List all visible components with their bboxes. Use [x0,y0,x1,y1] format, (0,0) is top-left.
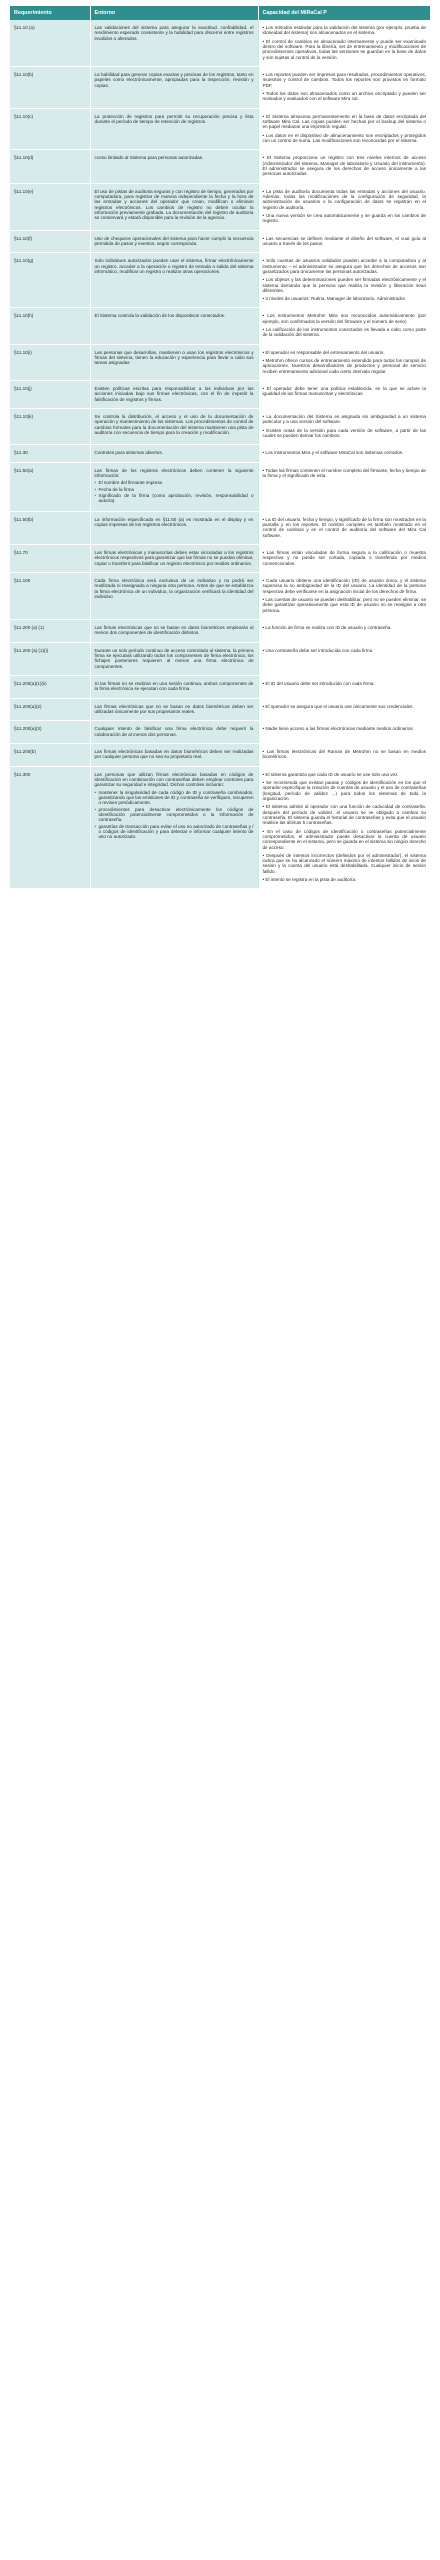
capability-cell [258,573,430,620]
table-row [10,766,430,889]
capability-paragraph: • En el caso de códigos de identificación o contraseñas potencialmente comprometidos, el administrador puede desactivar la cuenta de usuario correspondiente en el sistema, pero se guarda en el sistema sin ningún derecho de acceso. [262,828,426,850]
environment-text: Uso de chequeos operacionales del sistema para hacer cumplir la secuencia permitida de pasos y eventos, según corresponda. [94,235,254,246]
capability-cell [258,721,430,744]
capability-paragraph: • Los instrumentos Metrohm Mira son reconocidos automáticamente (por ejemplo, son confirmados la versión del firmware y el número de serie) [262,313,426,324]
environment-cell [90,150,258,183]
capability-paragraph: • Metrohm ofrece cursos de entrenamiento extendido para todos los campos de aplicaciones. Nuestros desarrolladores de productos y personal de servicio reciben entrenamiento adicional cada cierto intervalo regular. [262,358,426,374]
table-row [10,230,430,253]
capability-paragraph: • 3 niveles de usuarios: Rutina, Manager de laboratorio, Administrador. [262,296,407,302]
capability-cell [258,381,430,409]
environment-cell [90,230,258,253]
environment-cell [90,253,258,308]
environment-text: La información especificada en §11.50 (a) es mostrada en el display y en copias impresas de los registros electrónicos. [94,516,254,528]
capability-paragraph: • El control de cambios es almacenado internamente y puede ser examinado dentro del software. Para la librería, set de entrenamiento y modificaciones de procedimientos operativos, todas las versiones se guardan en la base de datos y son sujetas al control de la versión. [262,38,426,60]
table-row [10,721,430,744]
requirement-cell: §11.50(b) [10,511,90,544]
table-row [10,108,430,150]
capability-cell [258,183,430,230]
list-item: • Fecha de la firma [95,487,254,492]
requirement-cell: §11.30 [10,445,90,462]
capability-cell [258,743,430,766]
requirement-cell: §11.10(j) [10,381,90,409]
table-row [10,445,430,462]
requirement-cell: §11.50(a) [10,462,90,511]
capability-paragraph: • Los objetos y las determinaciones pueden ser firmadas electrónicamente y el sistema demanda que la persona que realiza la revisión y liberación sean diferentes. [262,277,426,293]
capability-paragraph: • Las secuencias se definen mediante el diseño del software, el cual guía al usuario a través de los pasos. [262,235,426,246]
environment-cell [90,766,258,889]
capability-paragraph: • El operador se asegura que el usuario use únicamente sus credenciales. [262,703,414,709]
capability-paragraph: • Una nueva versión se crea automáticamente y se guarda en los cambios de registro. [262,212,426,224]
environment-list [95,480,254,503]
environment-text: Cualquier intento de falsificar una firma electrónica debe requerir la colaboración de al menos dos personas. [94,726,254,737]
requirement-cell: §11.200(a)(1)(ii) [10,675,90,698]
requirement-cell: §11.10(e) [10,183,90,230]
table-row [10,675,430,698]
environment-cell [90,642,258,675]
capability-cell [258,675,430,698]
table-row [10,573,430,620]
table-row [10,183,430,230]
capability-cell [258,230,430,253]
table-row [10,253,430,308]
environment-text: Las personas que utilizan firmas electrónicas basadas en códigos de identificación en combinación con contraseñas deben emplear controles para garantizar su seguridad e integridad. Dichos controles incluirán: [94,771,254,788]
capability-cell [258,642,430,675]
requirement-cell: §11.200 (a) (1) [10,619,90,642]
capability-cell [258,511,430,544]
table-row [10,642,430,675]
requirement-cell: §11.70 [10,545,90,573]
table-row [10,409,430,445]
environment-text: Solo individuos autorizados pueden usar el sistema, firmar electrónicamente un registro, acceder a la operación o registro de entrada o salida del sistema informático, modificar un registro o realizar otras operaciones. [94,258,254,274]
environment-text: Las validaciones del sistema para asegurar la exactitud, confiabilidad, el rendimiento esperado consistente y la habilidad para discernir entre registros invalidos o alterados. [94,25,254,41]
capability-cell [258,462,430,511]
environment-text: Las firmas electrónicas basadas en datos biométricos deben ser realizadas por cualquier persona que no sea su propietario real. [94,748,254,760]
list-item: • Significado de la firma (como aprobación, revisión, responsabilidad o autoría). [95,493,254,504]
requirement-cell: §11.200(b) [10,743,90,766]
header-row [10,6,430,20]
environment-cell [90,445,258,462]
capability-paragraph: • Los métodos estándar para la validación del sistema (por ejemplo, prueba de idoneidad del sistema) son almacenados en el sistema. [262,25,426,36]
table-row [10,743,430,766]
capability-paragraph: • Los datos en el dispositivo de almacenamiento son encriptados y protegidos con un control de suma. Las modificaciones son reconocidas por el sistema. [262,132,426,143]
table-row [10,462,430,511]
capability-paragraph: • Las firmas electrónicas del Raman de Metrohm no se basan en medios biométricos. [262,748,426,760]
environment-text: Las personas que desarrollan, mantienen o usan los registros electrónicos y firmas del sistema, tienen la educación y experiencia para llevar a cabo sus tareas asignadas [94,349,254,366]
requirement-cell: §11.10(d) [10,150,90,183]
capability-paragraph: • Las firmas están vinculadas de forma segura a la calificación o muestra respectiva y no puede ser cortada, copiada o transferida por medios convencionales. [262,550,426,566]
capability-paragraph: • Todos los datos son almacenados como un archivo encriptado y pueden ser revisados y avaluados con el software Mira cal. [262,90,426,102]
environment-cell [90,545,258,573]
environment-text: La habilidad para generar copias exactas y precisas de los registros, tanto en papeles como electrónicamente, apropiadas para la inspección, revisión y copias. [94,71,254,88]
table-row [10,150,430,183]
capability-paragraph: • La pista de auditoría documenta todas las entradas y acciones del usuario. Además, todas las modificaciones de la configuración de seguridad, la administración de usuarios o la configuración de datos se registran en el registro de auditoría. [262,188,426,210]
requirement-cell: §11.10(k) [10,409,90,445]
environment-text: El uso de pistas de auditoria seguras y con registro de tiempo, generados por computadora, para registrar de manera independiente la fecha y la hora de las entradas y acciones del operador que crean, modifican o eliminan registros electrónicos. Los cambios de registro no deben ocultar la información previamente grabada. La documentación del registro de auditoria se conservará y estará disponible para la revisión de la agencia. [94,188,254,221]
table-row [10,308,430,344]
list-item: • mantener la singularidad de cada código de ID y contraseña combinados, garantizando que las emisiones de ID y contraseña se verifiquen, recuperen o revisen periódicamente. [95,790,254,806]
capability-paragraph: • Todas las firmas contienen el nombre completo del firmante, fecha y tiempo de la firma y el significado de esta. [262,467,426,479]
environment-list [95,790,254,840]
requirement-cell: §11.100 [10,573,90,620]
requirement-cell: §11.10(f) [10,230,90,253]
environment-cell [90,344,258,380]
capability-paragraph: • Los instrumentos Mira y el software MiraCal son sistemas cerrados. [262,450,404,456]
environment-text: Durante un solo período continuo de acceso controlado al sistema, la primera firma se ejecutará utilizando todos los componentes de firma electrónica; los fichajes posteriores requieren al menos una firma electrónica de componentes. [94,647,254,669]
capability-cell [258,108,430,150]
capability-cell [258,698,430,721]
capability-paragraph: • Cada usuario obtiene una identificación (ID) de usuario única, y el sistema supervisa la no ambigüedad de la ID del usuario. La identidad de la persona respectiva debe verificarse en la asignación inicial de los derechos de firma. [262,578,426,594]
table-row [10,545,430,573]
list-item: • procedimientos para desactivar electrónicamente los códigos de identificación potencialmente comprometidos o la información de contraseña. [95,807,254,823]
compliance-table [10,6,431,889]
capability-cell [258,344,430,380]
capability-cell [258,308,430,344]
environment-cell [90,66,258,108]
environment-text: Las firmas electrónicas y manuscritas deben estar vinculadas a los registros electrónicos respectivos para garantizar que las firmas no se puedan eliminar, copiar o transferir para falsificar un registro electrónico por medios ordinarios. [94,550,254,566]
table-row [10,511,430,544]
environment-text: La protección de registros para permitir su recuperación precisa y lista durante el período de tiempo de retención de registros. [94,113,254,124]
capability-paragraph: • Las cuentas de usuario se pueden deshabilitar, pero no se pueden eliminar, se debe garantizar operativamente que esta ID de usuario no se reasigne a otra persona. [262,596,426,613]
capability-paragraph: • Nadie tiene acceso a las firmas electrónicas mediante medios ordinarios. [262,726,414,732]
capability-cell [258,766,430,889]
capability-paragraph: • Después de intentos incorrectos (definidos por el administrador), el sistema indica que se ha alcanzado el número máximo de intentos fallidos de inicio de sesión y la cuenta del usuario está deshabilitada. Cualquier inicio de sesión fallido. [262,852,426,874]
requirement-cell: §11.300 [10,766,90,889]
header-requirement: Requerimiento [10,6,90,20]
capability-paragraph: • El sistema admite al operador con una función de caducidad de contraseña: después del período de validez, el usuario se ve obligado a cambiar su contraseña. El sistema guarda el historial de contraseñas y evita que el usuario reutilice las últimas 5 contraseñas. [262,804,426,826]
requirement-cell: §11.10(g) [10,253,90,308]
environment-cell [90,381,258,409]
environment-text: El Sistema controla la validación de los dispositivos conectados. [94,313,226,319]
environment-cell [90,409,258,445]
capability-paragraph: • La ID del usuario, fecha y tiempo, y significado de la firma son mostrados en la pantalla y en los reportes. El nombre completo es también mostrado en el control de cambios y en el control de auditoría del software del Mira Cal software. [262,516,426,538]
requirement-cell: §11.10(i) [10,344,90,380]
header-capability: Capacidad del MiRaCal P [258,6,430,20]
capability-cell [258,545,430,573]
environment-cell [90,183,258,230]
capability-paragraph: • La calificación de los instrumentos conectados es llevada a cabo como parte de la validación del sistema. [262,327,426,338]
table-header [10,6,430,20]
list-item: • garantías de transacción para evitar el uso no autorizado de contraseñas y / o códigos de identificación y para detectar e informar cualquier intento de uso no autorizado. [95,824,254,840]
capability-paragraph: • El operador debe tener una política establecida, en la que se aclare la igualdad de las firmas manuscritas y electrónicas. [262,386,426,397]
requirement-cell: §11.10 (a) [10,20,90,66]
capability-paragraph: • Los reportes pueden ser impresos para resultados, procedimientos operativos, muestras y control de cambios. Todos los reportes son provistos en formato PDF. [262,71,426,88]
environment-text: Existen políticas escritas para responsabilizar a los individuos por las acciones iniciadas bajo sus firmas electrónicas, con el fin de impedir la falsificación de registros y firmas. [94,386,254,402]
table-row [10,66,430,108]
environment-cell [90,511,258,544]
environment-text: cceso limitado al Sistema para personas autorizadas. [94,155,204,161]
capability-paragraph: • El operador es responsable del entrenamiento del usuario. [262,349,385,355]
capability-paragraph: • Una contraseña debe ser introducida con cada firma [262,647,373,653]
capability-paragraph: • Se recomienda que existan pautas y códigos de identificación en los que el operador especifique la creación de cuentas de usuario y el uso de contraseñas (longitud, período de validez ...) para todos los sistemas de toda la organización. [262,779,426,801]
capability-cell [258,409,430,445]
environment-cell [90,108,258,150]
capability-paragraph: • El intento se registra en la pista de auditoría. [262,877,357,883]
environment-text: Las firmas electrónicas que no se basan en datos biométricos deben ser utilizadas únicamente por sus propietarios reales. [94,703,254,714]
environment-cell [90,743,258,766]
header-environment: Entorno [90,6,258,20]
capability-cell [258,253,430,308]
environment-text: Las firmas electrónicas que no se basan en datos biométricos emplearán al menos dos componentes de identificación distintos. [94,624,254,636]
capability-paragraph: • La documentación del Sistema es asignada sin ambigüedad a un sistema particular y a una versión del software. [262,414,426,425]
capability-cell [258,66,430,108]
environment-text: Cada firma electrónica será exclusiva de un individuo y no podrá ser reutilizada ni reasignada a ninguna otra persona. Antes de que se establezca la firma electrónica de un individuo, la organización verificará la identidad del individuo [94,578,254,599]
capability-paragraph: • Existen notas de la versión para cada versión de software, a partir de las cuales se pueden derivar los cambios. [262,427,426,439]
requirement-cell: §11.200(a)(3) [10,721,90,744]
table-row [10,698,430,721]
environment-cell [90,675,258,698]
environment-cell [90,20,258,66]
table-body [10,20,430,889]
requirement-cell: §11.10(b) [10,66,90,108]
requirement-cell: §11.200(a)(2) [10,698,90,721]
requirement-cell: §11.200 (a) (1)(i) [10,642,90,675]
table-row [10,619,430,642]
table-row [10,381,430,409]
environment-text: Si las firmas no se realizan en una sesión continua, ambos componentes de la firma electrónica se ejecutan con cada firma. [94,680,254,692]
environment-cell [90,462,258,511]
environment-text: Controles para sistemas abiertos. [94,450,163,456]
capability-paragraph: • El ID del usuario debe ser introducido con cada firma. [262,680,375,686]
environment-cell [90,308,258,344]
capability-paragraph: • El Sistema almacena permanentemente en la base de datos encriptada del software Mira Cal. Las copias pueden ser hechas por el backup del sistema o en papel mediante una impresión regular. [262,113,426,130]
requirement-cell: §11.10(h) [10,308,90,344]
table-row [10,344,430,380]
table-row [10,20,430,66]
capability-cell [258,445,430,462]
capability-paragraph: • El Sistema proporciona un registro con tres niveles internos de acceso (Administrador del sistema, Manager de laboratorio y Usuario del instrumento). El administrador se asegura de los derechos de acceso únicamente a las personas autorizadas. [262,155,426,177]
environment-cell [90,573,258,620]
capability-paragraph: • El sistema garantiza que cada ID de usuario se use solo una vez. [262,771,399,777]
environment-cell [90,721,258,744]
capability-cell [258,619,430,642]
capability-cell [258,20,430,66]
requirement-cell: §11.10(c) [10,108,90,150]
capability-cell [258,150,430,183]
environment-text: Se controla la distribución, el acceso y el uso de la documentación de operación y mantenimiento de los sistemas. Los procedimientos de control de cambios formales para la documentación del sistema mantienen una pista de auditoría con secuencia de tiempo para la creación y modificación. [94,414,254,436]
environment-text: Las firmas de los registros electrónicos deben contener la siguiente información: [94,467,254,479]
list-item: • El nombre del firmante impreso [95,480,254,485]
capability-paragraph: • Sólo cuentas de usuarios validados pueden acceder a la computadora y al instrumento – el administrador se asegura que los derechos de accesos son garantizados para únicamente las personas autorizadas. [262,258,426,274]
environment-cell [90,619,258,642]
capability-paragraph: • La función de firma se realiza con ID de usuario y contraseña. [262,624,392,630]
environment-cell [90,698,258,721]
